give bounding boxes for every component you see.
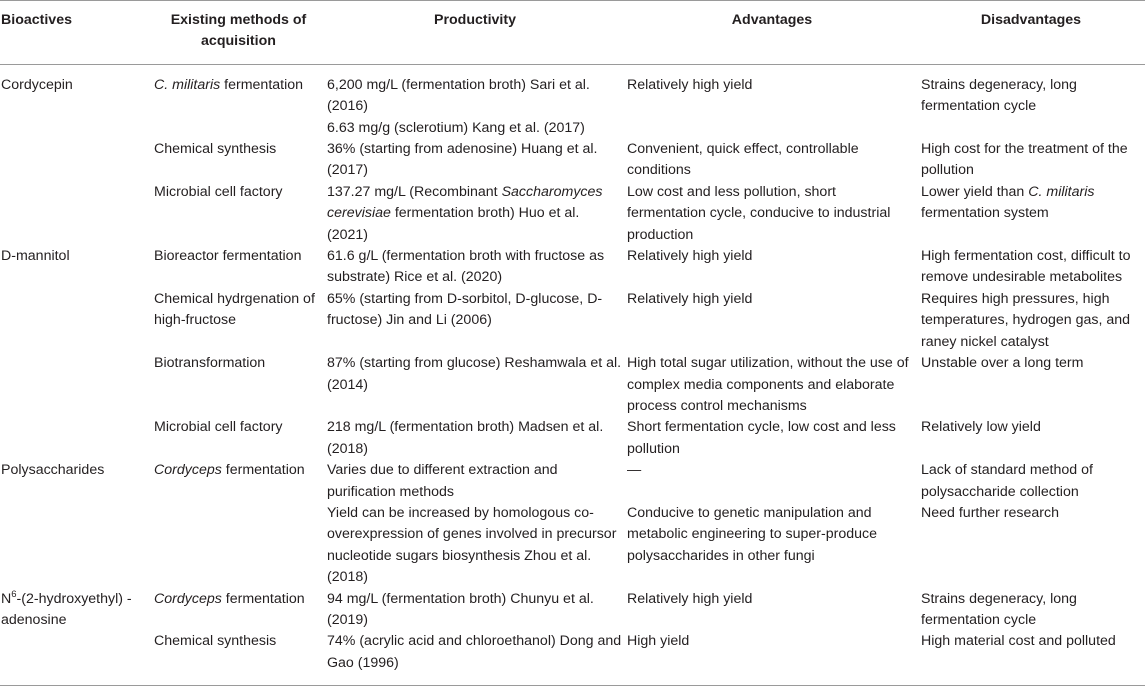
cell-advantages: Short fermentation cycle, low cost and less pollution <box>627 419 896 457</box>
cell-bioactive <box>0 353 154 417</box>
header-disadvantages: Disadvantages <box>980 12 1082 28</box>
table-row <box>0 417 1145 460</box>
cell-advantages: Relatively high yield <box>627 590 753 607</box>
method-text: fermentation <box>221 462 305 479</box>
header-methods: Existing methods of acquisition <box>170 12 307 50</box>
table-row <box>0 460 1145 503</box>
table-row <box>0 139 1145 182</box>
method-italic-text: C. militaris <box>154 76 221 93</box>
cell-advantages: Low cost and less pollution, short fermentation cycle, conducive to industrial production <box>627 183 891 243</box>
cell-disadvantages: Unstable over a long term <box>921 355 1084 372</box>
cell-bioactive: Cordycepin <box>1 76 73 93</box>
cell-bioactive <box>0 139 154 182</box>
cell-disadvantages: High material cost and polluted <box>921 633 1116 650</box>
cell-bioactive <box>0 589 154 632</box>
table-row <box>0 182 1145 246</box>
table-header <box>0 1 1145 65</box>
method-text: fermentation <box>221 590 305 607</box>
cell-advantages: Convenient, quick effect, controllable conditions <box>627 141 859 179</box>
cell-bioactive: D-mannitol <box>1 248 70 265</box>
cell-advantages: Relatively high yield <box>627 290 753 307</box>
cell-method: Microbial cell factory <box>154 419 283 436</box>
cell-productivity: 65% (starting from D-sorbitol, D-glucose, D-fructose) Jin and Li (2006) <box>327 290 603 329</box>
disadvantages-text: Lower yield than <box>921 183 1029 200</box>
table-row <box>0 64 1145 139</box>
cell-productivity <box>327 64 627 139</box>
method-italic-text: Cordyceps <box>154 462 222 479</box>
cell-disadvantages: Strains degeneracy, long fermentation cycle <box>921 76 1077 115</box>
productivity-line: 6,200 mg/L (fermentation broth) Sari et al. (2016) <box>327 76 590 115</box>
bioactive-text: N <box>1 590 12 607</box>
cell-advantages: Relatively high yield <box>627 76 753 93</box>
cell-disadvantages: High cost for the treatment of the pollution <box>921 141 1128 179</box>
cell-advantages: Relatively high yield <box>627 248 753 265</box>
table-row <box>0 631 1145 685</box>
cell-productivity: 218 mg/L (fermentation broth) Madsen et al. (2018) <box>327 419 604 457</box>
cell-method: Microbial cell factory <box>154 183 283 200</box>
cell-productivity: 74% (acrylic acid and chloroethanol) Dong and Gao (1996) <box>327 633 622 671</box>
cell-productivity: Yield can be increased by homologous co-overexpression of genes involved in precursor nucleotide sugars biosynthesis Zhou et al. (2018) <box>327 504 617 586</box>
cell-bioactive <box>0 417 154 460</box>
cell-method <box>154 503 327 589</box>
productivity-italic-text: Saccharomyces cerevisiae <box>327 183 603 222</box>
cell-bioactive <box>0 289 154 353</box>
header-productivity: Productivity <box>434 12 516 28</box>
cell-method <box>154 460 327 503</box>
table-row <box>0 589 1145 632</box>
productivity-text: fermentation broth) Huo et al. (2021) <box>327 205 580 243</box>
disadvantages-italic-text: C. militaris <box>1028 183 1095 200</box>
cell-method: Chemical hydrgenation of high-fructose <box>154 290 315 329</box>
cell-advantages: High yield <box>627 633 690 650</box>
table-row <box>0 289 1145 353</box>
cell-method: Biotransformation <box>154 355 266 372</box>
cell-productivity <box>327 182 627 246</box>
cell-productivity: 87% (starting from glucose) Reshamwala et al. (2014) <box>327 355 622 393</box>
productivity-text: 137.27 mg/L (Recombinant <box>327 183 502 200</box>
cell-productivity: 61.6 g/L (fermentation broth with fructose as substrate) Rice et al. (2020) <box>327 248 605 286</box>
cell-advantages: Conducive to genetic manipulation and metabolic engineering to super-produce polysaccharides in other fungi <box>627 504 878 564</box>
cell-productivity: 36% (starting from adenosine) Huang et al. (2017) <box>327 141 598 179</box>
cell-method: Chemical synthesis <box>154 633 277 650</box>
cell-method: Chemical synthesis <box>154 141 277 158</box>
cell-disadvantages: Strains degeneracy, long fermentation cycle <box>921 590 1077 628</box>
cell-advantages: High total sugar utilization, without the use of complex media components and elaborate process control mechanisms <box>627 355 909 414</box>
header-advantages: Advantages <box>731 12 813 28</box>
table-body <box>0 64 1145 685</box>
disadvantages-text: fermentation system <box>921 205 1049 222</box>
cell-bioactive: Polysaccharides <box>1 462 105 479</box>
cell-advantages: — <box>627 462 642 479</box>
cell-disadvantages: Relatively low yield <box>921 419 1041 436</box>
cell-method <box>154 589 327 632</box>
bioactive-text: -(2-hydroxyethyl) -adenosine <box>1 590 132 628</box>
table-row <box>0 246 1145 289</box>
cell-productivity: Varies due to different extraction and purification methods <box>327 462 558 500</box>
cell-disadvantages: Lack of standard method of polysaccharide collection <box>921 462 1093 500</box>
header-row <box>0 1 1145 65</box>
cell-productivity: 94 mg/L (fermentation broth) Chunyu et al. (2019) <box>327 590 594 628</box>
table-row <box>0 353 1145 417</box>
table-row <box>0 503 1145 589</box>
cell-disadvantages <box>921 182 1145 246</box>
cell-disadvantages: Requires high pressures, high temperatures, hydrogen gas, and raney nickel catalyst <box>921 290 1131 350</box>
header-bioactives: Bioactives <box>1 12 72 28</box>
cell-bioactive <box>0 182 154 246</box>
cell-disadvantages: Need further research <box>921 504 1060 521</box>
cell-method <box>154 64 327 139</box>
cell-bioactive <box>0 631 154 685</box>
method-text: fermentation <box>220 76 304 93</box>
cell-bioactive <box>0 503 154 589</box>
method-italic-text: Cordyceps <box>154 590 222 607</box>
cell-disadvantages: High fermentation cost, difficult to remove undesirable metabolites <box>921 248 1131 286</box>
cell-method: Bioreactor fermentation <box>154 248 302 265</box>
bioactive-superscript: 6 <box>11 588 17 600</box>
productivity-line: 6.63 mg/g (sclerotium) Kang et al. (2017) <box>327 119 585 136</box>
